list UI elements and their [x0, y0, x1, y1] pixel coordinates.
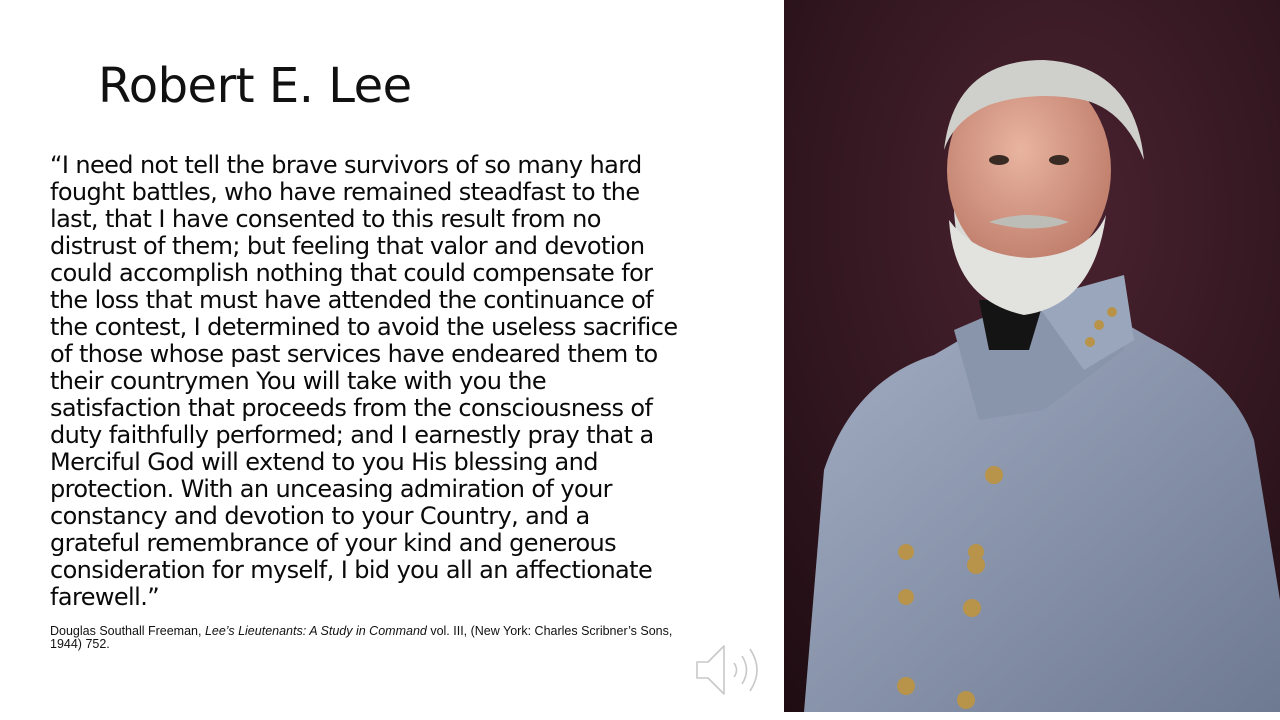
quote-line: distrust of them; but feeling that valor and devotion [50, 232, 645, 260]
quote-line: fought battles, who have remained steadfast to the [50, 178, 640, 206]
portrait-image [784, 0, 1280, 712]
quote-line: Merciful God will extend to you His blessing and [50, 448, 598, 476]
quote-line: grateful remembrance of your kind and generous [50, 529, 617, 557]
quote-line: protection. With an unceasing admiration of your [50, 475, 612, 503]
quote-line: their countrymen You will take with you the [50, 367, 546, 395]
quote-line: farewell.” [50, 583, 160, 611]
quote-line: of those whose past services have endeared them to [50, 340, 658, 368]
quote-line: the loss that must have attended the continuance of [50, 286, 654, 314]
slide-title: Robert E. Lee [98, 58, 412, 114]
quote-line: satisfaction that proceeds from the consciousness of [50, 394, 653, 422]
citation-publication: vol. III, (New York: Charles Scribner’s Sons, [426, 624, 673, 638]
quote-line: duty faithfully performed; and I earnestly pray that a [50, 421, 654, 449]
quote-line: could accomplish nothing that could compensate for [50, 259, 653, 287]
quote-line: consideration for myself, I bid you all an affectionate [50, 556, 653, 584]
quote-line: constancy and devotion to your Country, and a [50, 502, 590, 530]
speaker-icon[interactable] [694, 640, 768, 700]
citation-line: 1944) 752. [50, 637, 110, 651]
quote-text [50, 152, 778, 611]
citation-book-title: Lee’s Lieutenants: A Study in Command [204, 624, 427, 638]
quote-line: last, that I have consented to this result from no [50, 205, 601, 233]
quote-line: the contest, I determined to avoid the useless sacrifice [50, 313, 678, 341]
citation-author: Douglas Southall Freeman, [50, 624, 205, 638]
citation-line [50, 625, 762, 638]
quote-line: “I need not tell the brave survivors of so many hard [50, 151, 642, 179]
citation [50, 625, 762, 651]
